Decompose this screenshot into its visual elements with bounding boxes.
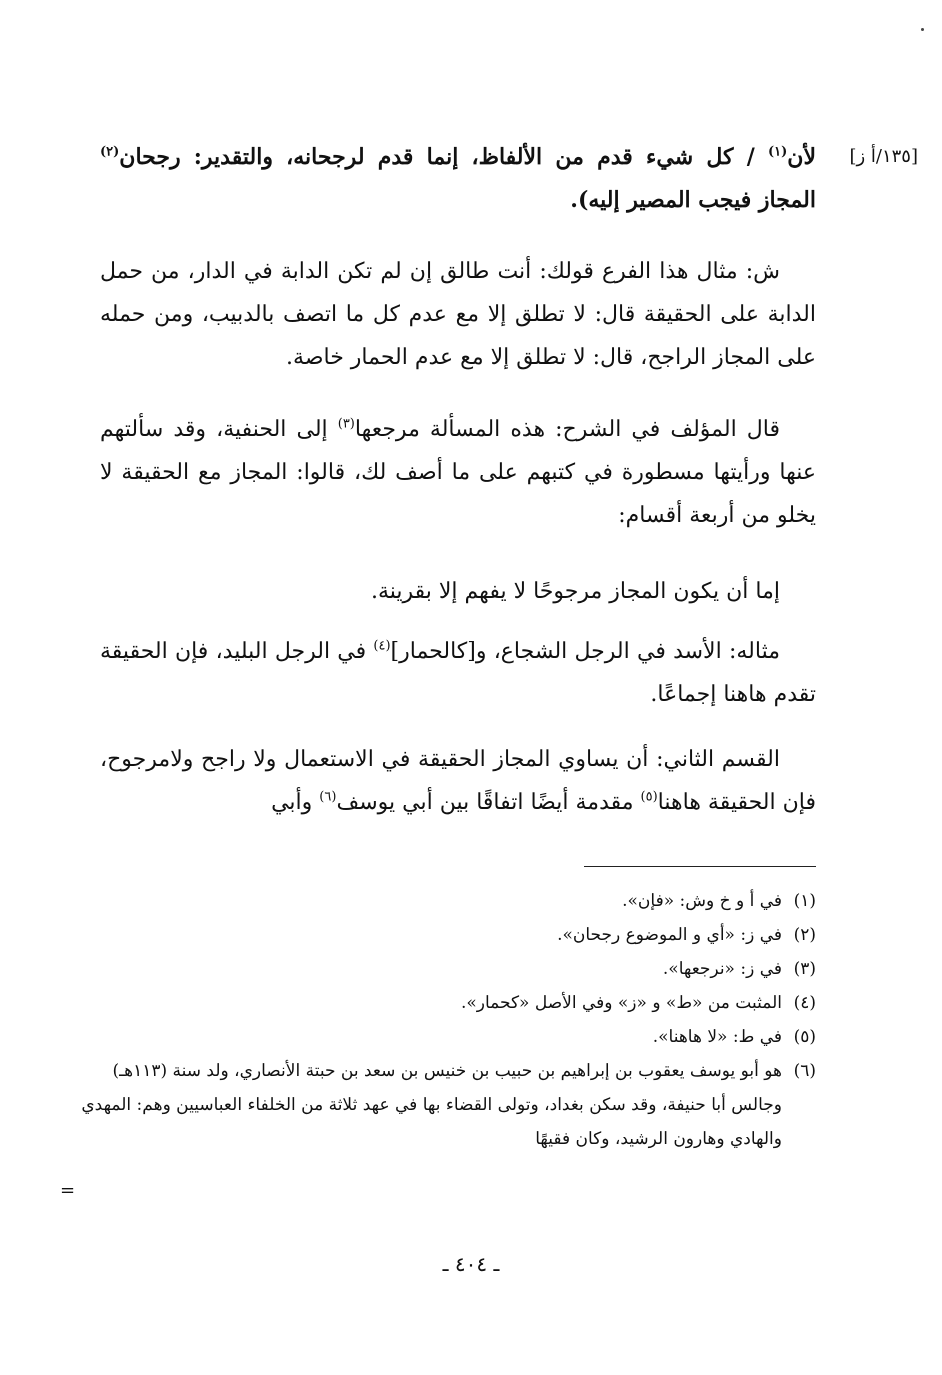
footnote-1 bbox=[74, 884, 816, 918]
footnote-number: (٤) bbox=[793, 993, 816, 1013]
footnote-text: في ز: «نرجعها». bbox=[662, 959, 782, 979]
footnote-2 bbox=[74, 918, 816, 952]
footnotes bbox=[74, 884, 816, 1156]
footnote-6 bbox=[74, 1054, 816, 1156]
paragraph-5: مثاله: الأسد في الرجل الشجاع، و[كالحمار]$^{(٤)}$ في الرجل البليد، فإن الحقيقة تقدم هاهنا إجماعًا. bbox=[100, 638, 816, 707]
footnote-text: في أ و خ وش: «فإن». bbox=[622, 891, 782, 911]
main-text-block-2 bbox=[100, 250, 816, 379]
footnote-3 bbox=[74, 952, 816, 986]
footnote-text: في ط: «لا هاهنا». bbox=[652, 1027, 782, 1047]
footnote-text: المثبت من «ط» و «ز» وفي الأصل «كحمار». bbox=[460, 993, 782, 1013]
main-text-block bbox=[100, 136, 816, 222]
main-text-block-3 bbox=[100, 408, 816, 537]
footnote-number: (٦) bbox=[793, 1061, 816, 1081]
paragraph-4: إما أن يكون المجاز مرجوحًا لا يفهم إلا بقرينة. bbox=[370, 579, 780, 604]
footnote-text: هو أبو يوسف يعقوب بن إبراهيم بن حبيب بن خنيس بن سعد بن حبتة الأنصاري، ولد سنة (١١٣هـ) وجالس أبا حنيفة، وقد سكن بغداد، وتولى القضاء بها في عهد ثلاثة من الخلفاء العباسيين وهم: المهدي والهادي وهارون الرشيد، وكان فقيهًا bbox=[81, 1061, 782, 1149]
paragraph-2: ش: مثال هذا الفرع قولك: أنت طالق إن لم تكن الدابة في الدار، من حمل الدابة على الحقيقة قال: لا تطلق إلا مع عدم كل ما اتصف بالدبيب، ومن حمله على المجاز الراجح، قال: لا تطلق إلا مع عدم الحمار خاصة. bbox=[100, 259, 816, 370]
footnote-number: (٢) bbox=[793, 925, 816, 945]
main-text-block-5 bbox=[100, 630, 816, 716]
main-text-block-4 bbox=[100, 570, 816, 613]
footnote-number: (٥) bbox=[793, 1027, 816, 1047]
paragraph-3: قال المؤلف في الشرح: هذه المسألة مرجعها$^{(٣)}$ إلى الحنفية، وقد سألتهم عنها ورأيتها مسطورة في كتبهم على ما أصف لك، قالوا: المجاز مع الحقيقة لا يخلو من أربعة أقسام: bbox=[100, 416, 816, 528]
footnote-separator bbox=[584, 866, 816, 867]
corner-dot bbox=[921, 28, 924, 31]
footnote-text: في ز: «أي و الموضوع رجحان». bbox=[557, 925, 782, 945]
continuation-mark: = bbox=[60, 1180, 76, 1201]
main-text-block-6 bbox=[100, 738, 816, 824]
manuscript-folio-ref: [١٣٥/أ ز] bbox=[849, 146, 918, 167]
footnote-5 bbox=[74, 1020, 816, 1054]
paragraph-6: القسم الثاني: أن يساوي المجاز الحقيقة في الاستعمال ولا راجح ولامرجوح، فإن الحقيقة هاهنا$^{(٥)}$ مقدمة أيضًا اتفاقًا بين أبي يوسف$^{(٦)}$ وأبي bbox=[100, 747, 816, 815]
paragraph-1: لأن$^{(١)}$ / كل شيء قدم من الألفاظ، إنما قدم لرجحانه، والتقدير: رجحان$^{(٢)}$ المجاز فيجب المصير إليه). bbox=[100, 144, 816, 213]
footnote-number: (٣) bbox=[793, 959, 816, 979]
page-number: ـ ٤٠٤ ـ bbox=[442, 1252, 500, 1276]
footnote-number: (١) bbox=[793, 891, 816, 911]
footnote-4 bbox=[74, 986, 816, 1020]
